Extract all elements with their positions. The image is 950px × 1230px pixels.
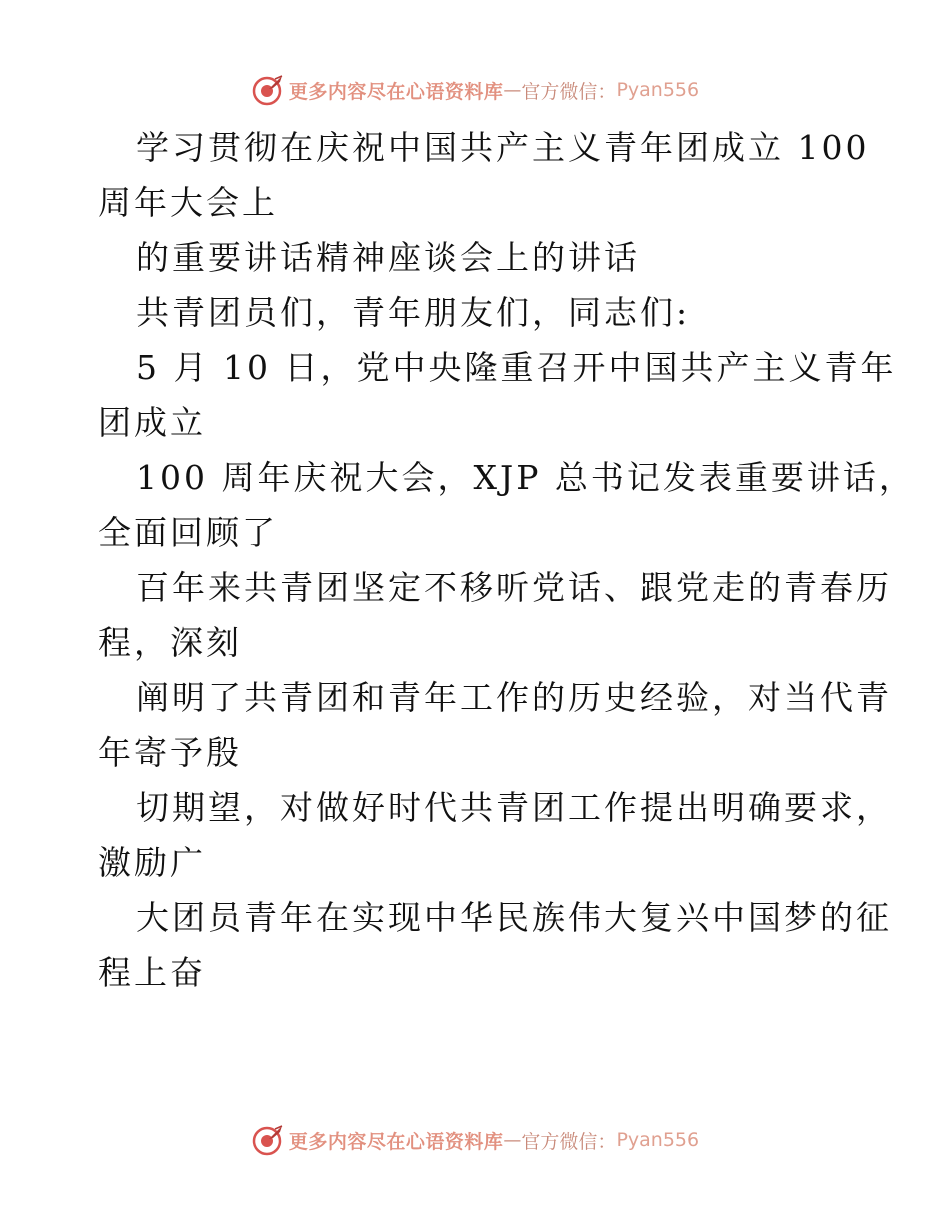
body-line: 大团员青年在实现中华民族伟大复兴中国梦的征 (136, 898, 892, 937)
banner-brand-text: 更多内容尽在心语资料库 (288, 1130, 504, 1153)
body-line: 程上奋 (98, 953, 206, 992)
body-line: 切期望，对做好时代共青团工作提出明确要求， (136, 788, 892, 827)
body-line: 程，深刻 (98, 623, 242, 662)
body-line: 阐明了共青团和青年工作的历史经验，对当代青 (136, 678, 892, 717)
banner-wechat-id: Pyan556 (616, 1129, 700, 1151)
banner-account-label: 官方微信： (521, 80, 617, 103)
banner-account-label: 官方微信： (521, 1130, 617, 1153)
body-line: 学习贯彻在庆祝中国共产主义青年团成立 100 (136, 128, 870, 167)
body-line: 100 周年庆祝大会，XJP 总书记发表重要讲话， (136, 458, 915, 497)
body-line: 的重要讲话精神座谈会上的讲话 (136, 238, 640, 277)
body-line: 全面回顾了 (98, 513, 278, 552)
body-line: 周年大会上 (98, 183, 278, 222)
header-banner (0, 70, 950, 110)
banner-separator: — (503, 79, 522, 101)
banner-wechat-id: Pyan556 (616, 79, 700, 101)
body-line: 年寄予殷 (98, 733, 242, 772)
body-line: 团成立 (98, 403, 206, 442)
banner-separator: — (503, 1129, 522, 1151)
banner-brand-text: 更多内容尽在心语资料库 (288, 80, 504, 103)
body-line: 激励广 (98, 843, 206, 882)
body-line: 共青团员们，青年朋友们，同志们: (136, 293, 691, 332)
body-line: 百年来共青团坚定不移听党话、跟党走的青春历 (136, 568, 892, 607)
body-line: 5 月 10 日，党中央隆重召开中国共产主义青年 (136, 348, 897, 387)
quill-pen-logo-icon (251, 73, 285, 107)
document-body (98, 120, 915, 1000)
quill-pen-logo-icon (251, 1123, 285, 1157)
footer-banner (0, 1120, 950, 1160)
